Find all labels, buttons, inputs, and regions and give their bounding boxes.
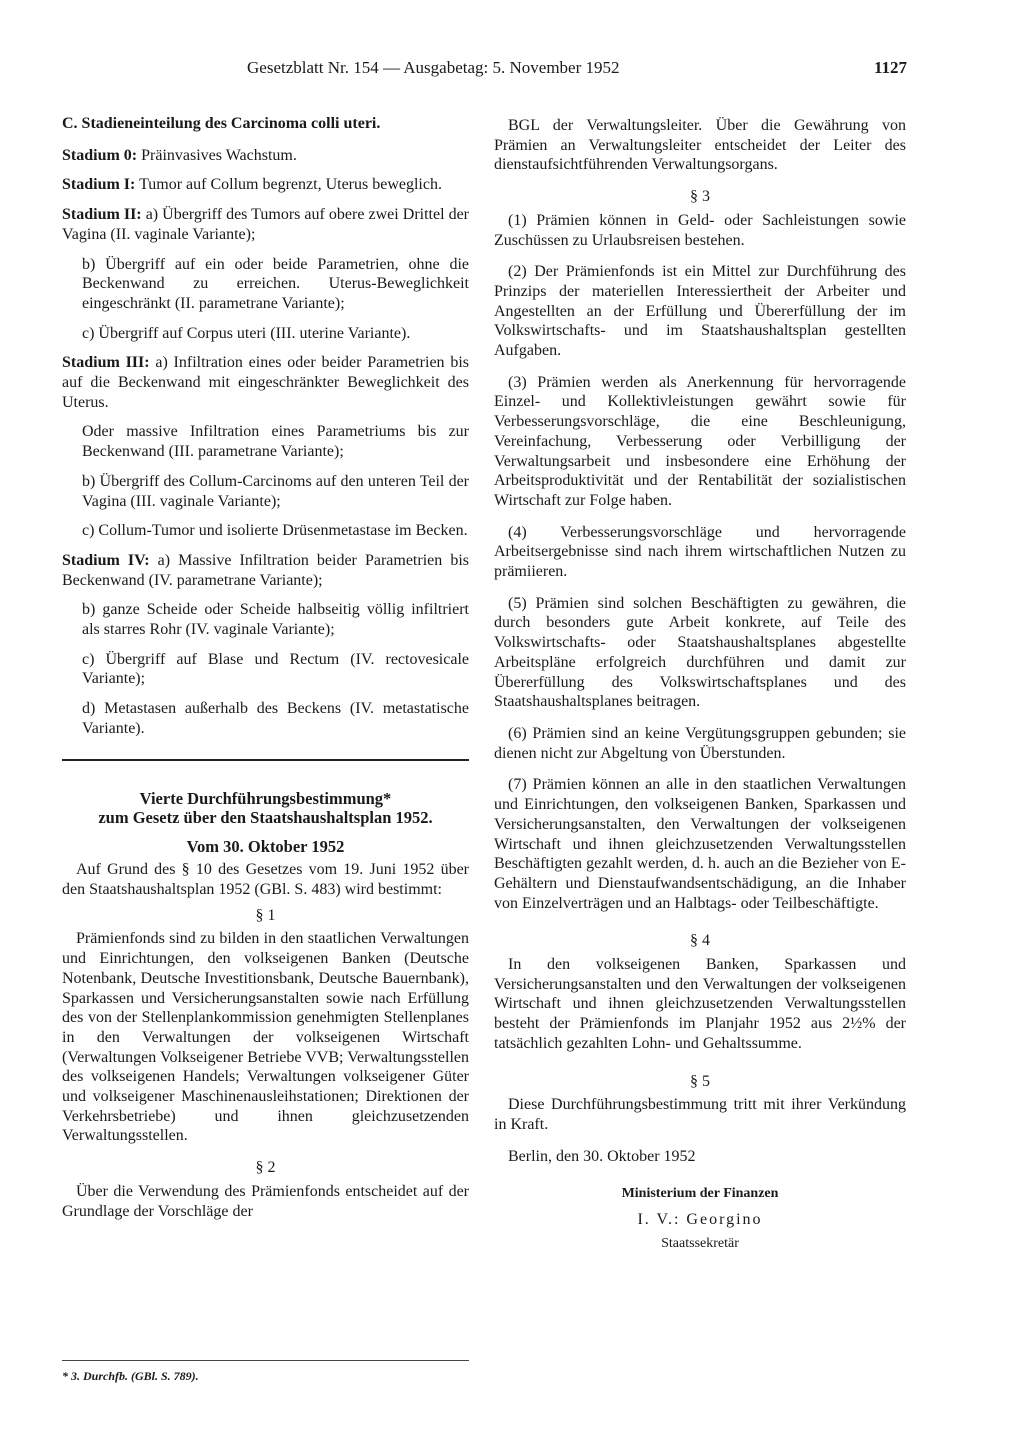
stage-subitem: c) Übergriff auf Blase und Rectum (IV. rectovesicale Variante); xyxy=(82,650,469,688)
header-title: Gesetzblatt Nr. 154 — Ausgabetag: 5. November 1952 xyxy=(247,58,620,77)
section-2-symbol: § 2 xyxy=(255,1159,276,1177)
stage-label: Stadium II: xyxy=(62,206,142,224)
stage-text: a) Massive Infiltration beider Parametrien bis Beckenwand (IV. parametrane Variante); xyxy=(62,551,469,589)
section-3-paragraphs xyxy=(494,211,906,914)
section-4-symbol: § 4 xyxy=(690,932,710,950)
stage-text: a) Infiltration eines oder beider Parametrien bis auf die Beckenwand mit eingeschränkter Beweglichkeit des Uterus. xyxy=(62,354,469,411)
decree-title-line2: zum Gesetz über den Staatshaushaltsplan 1952. xyxy=(98,807,433,827)
ministry-name: Ministerium der Finanzen xyxy=(621,1186,779,1202)
section-3-symbol: § 3 xyxy=(690,188,710,206)
stage-subitem: b) Übergriff des Collum-Carcinoms auf den unteren Teil der Vagina (III. vaginale Variante); xyxy=(82,472,469,510)
stage-subitem: c) Collum-Tumor und isolierte Drüsenmetastase im Becken. xyxy=(82,522,468,540)
stage-list xyxy=(62,146,469,739)
stage-label: Stadium III: xyxy=(62,354,150,372)
section-3-paragraph: (6) Prämien sind an keine Vergütungsgruppen gebunden; sie dienen nicht zur Abgeltung von Überstunden. xyxy=(494,724,906,762)
page-header xyxy=(247,58,907,82)
footnote: * 3. Durchfb. (GBl. S. 789). xyxy=(62,1360,469,1384)
page-number: 1127 xyxy=(873,58,907,77)
divider xyxy=(62,759,469,761)
section-title: C. Stadieneinteilung des Carcinoma colli uteri. xyxy=(62,115,381,132)
right-column xyxy=(494,116,906,1253)
stage-item xyxy=(62,175,469,195)
stage-label: Stadium 0: xyxy=(62,146,138,164)
section-2-text: Über die Verwendung des Prämienfonds entscheidet auf der Grundlage der Vorschläge der xyxy=(62,1182,469,1220)
section-3-paragraph: (5) Prämien sind solchen Beschäftigten zu gewähren, die durch besonders gute Arbeit konkrete, auf Teile des Volkswirtschafts- oder Staatshaushaltsplanes abgestellte Arbeitspläne erfolgreich durchführen und damit zur Übererfüllung des Volkswirtschaftsplanes und des Staatshaushaltsplanes beitragen. xyxy=(494,594,906,711)
stage-text: Präinvasives Wachstum. xyxy=(137,146,297,164)
stage-label: Stadium I: xyxy=(62,176,136,194)
section-5-text: Diese Durchführungsbestimmung tritt mit ihrer Verkündung in Kraft. xyxy=(494,1096,906,1133)
section-3-paragraph: (4) Verbesserungsvorschläge und hervorragende Arbeitsergebnisse sind nach ihrem wirtschaftlichen Nutzen zu prämiieren. xyxy=(494,523,906,581)
decree-date: Vom 30. Oktober 1952 xyxy=(186,836,345,856)
section-5-symbol: § 5 xyxy=(690,1072,710,1090)
signer-name: I. V.: Georgino xyxy=(637,1211,763,1229)
section-1-text: Prämienfonds sind zu bilden in den staatlichen Verwaltungen und Einrichtungen, den volkseigenen Banken (Deutsche Notenbank, Deutsche Investitionsbank, Deutsche Bauernbank), Sparkassen und Versicherungsanstalten sowie nach Erfüllung des von der Stellenplankommission genehmigten Stellenplanes in den Verwaltungen der volkseigenen Wirtschaft (Verwaltungen Volkseigener Betriebe VVB; Verwaltungsstellen des volkseigenen Handels; Verwaltungen volkseigener Güter und volkseigener Maschinenausleihstationen; Direktionen der Verkehrsbetriebe) und ihnen gleichzusetzenden Verwaltungsstellen. xyxy=(62,930,469,1145)
place-date: Berlin, den 30. Oktober 1952 xyxy=(508,1147,696,1165)
section-3-paragraph: (7) Prämien können an alle in den staatlichen Verwaltungen und Einrichtungen, den volkseigenen Banken, Sparkassen und Versicherungsanstalten, den Verwaltungen der volkseigenen Wirtschaft und ihnen gleichzusetzenden Verwaltungsstellen Beschäftigten gezahlt werden, d. h. auch an die Bezieher von E-Gehältern und Dienstaufwandsentschädigung, an die Inhaber von Einzelverträgen und an Halbtags- oder Teilbeschäftigte. xyxy=(494,776,906,912)
intro-paragraph: Auf Grund des § 10 des Gesetzes vom 19. Juni 1952 über den Staatshaushaltsplan 1952 (GBl. S. 483) wird bestimmt: xyxy=(62,861,469,898)
continuation-paragraph: BGL der Verwaltungsleiter. Über die Gewährung von Prämien an Verwaltungsleiter entscheidet der Leiter des dienstaufsichtführenden Verwaltungsorgans. xyxy=(494,117,906,174)
section-4-text: In den volkseigenen Banken, Sparkassen und Versicherungsanstalten und den Verwaltungen der volkseigenen Wirtschaft und ihnen gleichzusetzenden Verwaltungsstellen besteht der Prämienfonds im Planjahr 1952 aus 2½% der tatsächlich gezahlten Lohn- und Gehaltssumme. xyxy=(494,956,906,1052)
stage-text: a) Übergriff des Tumors auf obere zwei Drittel der Vagina (II. vaginale Variante); xyxy=(62,206,470,243)
stage-item xyxy=(62,205,469,244)
stage-subitem: c) Übergriff auf Corpus uteri (III. uterine Variante). xyxy=(82,324,411,342)
stage-subitem: b) Übergriff auf ein oder beide Parametrien, ohne die Beckenwand zu erreichen. Uterus-Beweglichkeit eingeschränkt (II. parametrane Variante); xyxy=(82,255,469,312)
stage-label: Stadium IV: xyxy=(62,551,150,569)
stage-text: Tumor auf Collum begrenzt, Uterus beweglich. xyxy=(135,176,442,194)
stage-item xyxy=(62,146,469,166)
section-3-paragraph: (1) Prämien können in Geld- oder Sachleistungen sowie Zuschüssen zu Urlaubsreisen bestehen. xyxy=(494,211,906,249)
stage-item xyxy=(62,551,469,590)
decree-title-line1: Vierte Durchführungsbestimmung* xyxy=(139,788,392,808)
stage-subitem: d) Metastasen außerhalb des Beckens (IV. metastatische Variante). xyxy=(82,700,469,737)
left-column xyxy=(62,114,469,1221)
stage-subitem: Oder massive Infiltration eines Parametriums bis zur Beckenwand (III. parametrane Variante); xyxy=(82,423,469,461)
section-1-symbol: § 1 xyxy=(255,906,276,924)
stage-item xyxy=(62,353,469,412)
section-3-paragraph: (3) Prämien werden als Anerkennung für hervorragende Einzel- und Kollektivleistungen gewährt sowie für Verbesserungsvorschläge, die eine Beschleunigung, Vereinfachung, Verbesserung oder Verbilligung der Verwaltungsarbeit und insbesondere eine Erhöhung der Arbeitsproduktivität und der Rentabilität der sozialistischen Wirtschaft zur Folge haben. xyxy=(494,373,906,509)
section-3-paragraph: (2) Der Prämienfonds ist ein Mittel zur Durchführung des Prinzips der materiellen Interessiertheit der Arbeiter und Angestellten an der Erfüllung und Übererfüllung der im Volkswirtschafts- und im Staatshaushaltsplan gestellten Aufgaben. xyxy=(494,263,906,360)
stage-subitem: b) ganze Scheide oder Scheide halbseitig völlig infiltriert als starres Rohr (IV. vaginale Variante); xyxy=(82,601,469,639)
signer-title: Staatssekretär xyxy=(661,1235,739,1251)
